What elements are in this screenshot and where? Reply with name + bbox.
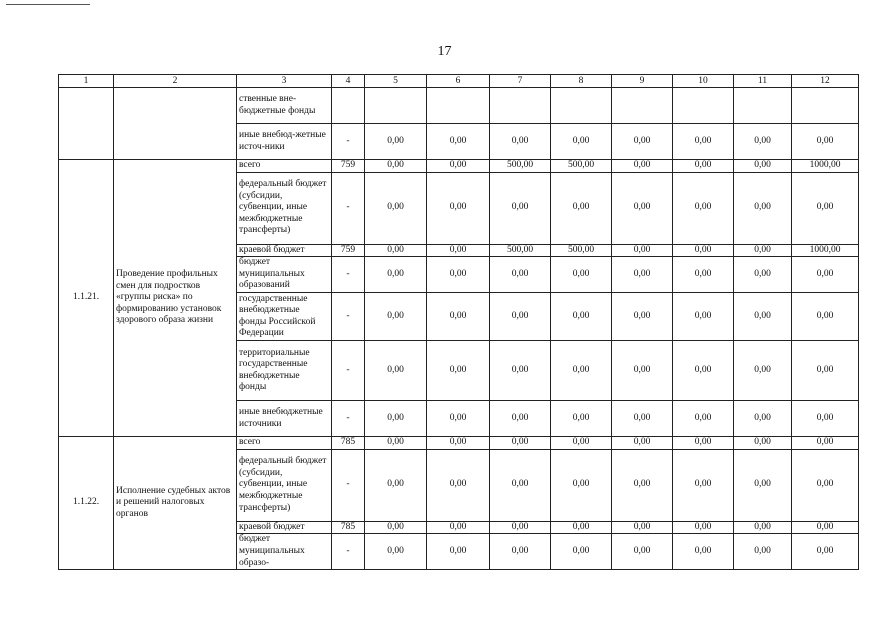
value-cell: 0,00 — [673, 449, 734, 521]
column-header: 6 — [427, 75, 490, 88]
value-cell — [792, 88, 859, 124]
table-body — [59, 75, 859, 570]
budget-table — [58, 74, 859, 570]
funding-source: государственные внебюджетные фонды Российской Федерации — [237, 293, 332, 341]
budget-code: 785 — [332, 437, 365, 450]
value-cell: 0,00 — [551, 534, 612, 570]
top-rule — [6, 4, 90, 5]
funding-source: краевой бюджет — [237, 244, 332, 257]
value-cell: 0,00 — [427, 437, 490, 450]
value-cell: 0,00 — [365, 172, 427, 244]
value-cell: 0,00 — [551, 341, 612, 401]
value-cell: 0,00 — [427, 172, 490, 244]
item-title: Проведение профильных смен для подростков «группы риска» по формированию установок здорового образа жизни — [114, 160, 237, 437]
value-cell: 0,00 — [427, 341, 490, 401]
item-number: 1.1.21. — [59, 160, 114, 437]
value-cell: 0,00 — [490, 257, 551, 293]
value-cell: 0,00 — [427, 160, 490, 173]
value-cell: 0,00 — [734, 341, 792, 401]
column-header: 2 — [114, 75, 237, 88]
funding-source: бюджет муниципальных образо- — [237, 534, 332, 570]
value-cell: 0,00 — [427, 534, 490, 570]
value-cell: 0,00 — [673, 124, 734, 160]
value-cell: 0,00 — [612, 244, 673, 257]
value-cell: 500,00 — [551, 244, 612, 257]
value-cell: 1000,00 — [792, 244, 859, 257]
value-cell: 0,00 — [551, 521, 612, 534]
column-header: 8 — [551, 75, 612, 88]
value-cell: 0,00 — [734, 172, 792, 244]
value-cell: 0,00 — [792, 124, 859, 160]
page-number: 17 — [437, 44, 452, 59]
number-cell-empty — [59, 88, 114, 160]
budget-code: - — [332, 534, 365, 570]
value-cell: 0,00 — [612, 437, 673, 450]
value-cell: 0,00 — [734, 293, 792, 341]
value-cell — [673, 88, 734, 124]
value-cell: 0,00 — [612, 449, 673, 521]
column-header: 12 — [792, 75, 859, 88]
budget-code: - — [332, 257, 365, 293]
value-cell: 0,00 — [427, 244, 490, 257]
value-cell: 0,00 — [673, 257, 734, 293]
budget-code: - — [332, 401, 365, 437]
budget-code: - — [332, 341, 365, 401]
value-cell: 0,00 — [673, 160, 734, 173]
value-cell: 0,00 — [490, 341, 551, 401]
column-header: 5 — [365, 75, 427, 88]
value-cell: 0,00 — [734, 449, 792, 521]
column-header: 1 — [59, 75, 114, 88]
value-cell: 0,00 — [365, 341, 427, 401]
value-cell: 0,00 — [365, 534, 427, 570]
value-cell: 0,00 — [673, 401, 734, 437]
value-cell: 0,00 — [365, 244, 427, 257]
value-cell — [734, 88, 792, 124]
value-cell — [612, 88, 673, 124]
value-cell: 500,00 — [490, 244, 551, 257]
value-cell — [490, 88, 551, 124]
column-header: 3 — [237, 75, 332, 88]
value-cell: 0,00 — [612, 341, 673, 401]
funding-source: иные внебюд-жетные источ-ники — [237, 124, 332, 160]
header-row — [59, 75, 859, 88]
budget-code: - — [332, 449, 365, 521]
value-cell: 0,00 — [365, 437, 427, 450]
value-cell: 0,00 — [551, 293, 612, 341]
value-cell: 0,00 — [490, 172, 551, 244]
table-row — [59, 437, 859, 450]
value-cell: 0,00 — [490, 534, 551, 570]
item-title: Исполнение судебных актов и решений налоговых органов — [114, 437, 237, 570]
budget-code: - — [332, 172, 365, 244]
value-cell: 0,00 — [792, 257, 859, 293]
funding-source: всего — [237, 160, 332, 173]
value-cell: 0,00 — [490, 521, 551, 534]
value-cell: 0,00 — [673, 172, 734, 244]
value-cell: 0,00 — [734, 160, 792, 173]
budget-code: - — [332, 293, 365, 341]
value-cell: 0,00 — [734, 257, 792, 293]
budget-code: 759 — [332, 244, 365, 257]
value-cell: 0,00 — [365, 293, 427, 341]
value-cell: 0,00 — [612, 293, 673, 341]
value-cell: 0,00 — [792, 437, 859, 450]
value-cell: 0,00 — [734, 534, 792, 570]
value-cell: 0,00 — [365, 257, 427, 293]
value-cell: 0,00 — [673, 244, 734, 257]
value-cell: 0,00 — [792, 293, 859, 341]
value-cell: 0,00 — [734, 437, 792, 450]
value-cell: 0,00 — [673, 437, 734, 450]
value-cell — [551, 88, 612, 124]
table-row — [59, 160, 859, 173]
value-cell — [427, 88, 490, 124]
value-cell: 0,00 — [427, 449, 490, 521]
funding-source: краевой бюджет — [237, 521, 332, 534]
value-cell: 0,00 — [427, 257, 490, 293]
value-cell: 0,00 — [612, 257, 673, 293]
table-row — [59, 88, 859, 124]
value-cell: 0,00 — [551, 172, 612, 244]
value-cell: 0,00 — [365, 124, 427, 160]
item-number: 1.1.22. — [59, 437, 114, 570]
value-cell: 0,00 — [734, 244, 792, 257]
column-header: 4 — [332, 75, 365, 88]
value-cell: 500,00 — [490, 160, 551, 173]
value-cell: 0,00 — [734, 521, 792, 534]
value-cell: 0,00 — [365, 521, 427, 534]
value-cell: 1000,00 — [792, 160, 859, 173]
value-cell: 0,00 — [551, 437, 612, 450]
funding-source: иные внебюджетные источники — [237, 401, 332, 437]
column-header: 9 — [612, 75, 673, 88]
column-header: 10 — [673, 75, 734, 88]
value-cell: 500,00 — [551, 160, 612, 173]
value-cell: 0,00 — [490, 401, 551, 437]
value-cell: 0,00 — [612, 160, 673, 173]
value-cell: 0,00 — [673, 341, 734, 401]
value-cell — [365, 88, 427, 124]
column-header: 7 — [490, 75, 551, 88]
value-cell: 0,00 — [734, 401, 792, 437]
value-cell: 0,00 — [792, 341, 859, 401]
value-cell: 0,00 — [612, 534, 673, 570]
value-cell: 0,00 — [427, 401, 490, 437]
value-cell: 0,00 — [365, 401, 427, 437]
value-cell: 0,00 — [612, 172, 673, 244]
value-cell: 0,00 — [551, 124, 612, 160]
value-cell: 0,00 — [612, 401, 673, 437]
value-cell: 0,00 — [612, 124, 673, 160]
value-cell: 0,00 — [427, 124, 490, 160]
value-cell: 0,00 — [490, 437, 551, 450]
value-cell: 0,00 — [673, 534, 734, 570]
value-cell: 0,00 — [490, 124, 551, 160]
value-cell: 0,00 — [551, 401, 612, 437]
value-cell: 0,00 — [490, 449, 551, 521]
budget-code: - — [332, 124, 365, 160]
value-cell: 0,00 — [365, 160, 427, 173]
value-cell: 0,00 — [792, 172, 859, 244]
value-cell: 0,00 — [673, 521, 734, 534]
funding-source: территориальные государственные внебюджетные фонды — [237, 341, 332, 401]
funding-source: всего — [237, 437, 332, 450]
value-cell: 0,00 — [792, 521, 859, 534]
value-cell: 0,00 — [551, 449, 612, 521]
funding-source: бюджет муниципальных образований — [237, 257, 332, 293]
value-cell: 0,00 — [792, 449, 859, 521]
value-cell: 0,00 — [551, 257, 612, 293]
funding-source: федеральный бюджет (субсидии, субвенции, иные межбюджетные трансферты) — [237, 172, 332, 244]
value-cell: 0,00 — [612, 521, 673, 534]
value-cell: 0,00 — [365, 449, 427, 521]
value-cell: 0,00 — [490, 293, 551, 341]
value-cell: 0,00 — [792, 401, 859, 437]
title-cell-empty — [114, 88, 237, 160]
budget-code — [332, 88, 365, 124]
budget-code: 759 — [332, 160, 365, 173]
value-cell: 0,00 — [734, 124, 792, 160]
funding-source: федеральный бюджет (субсидии, субвенции, иные межбюджетные трансферты) — [237, 449, 332, 521]
value-cell: 0,00 — [427, 521, 490, 534]
funding-source: ственные вне-бюджетные фонды — [237, 88, 332, 124]
column-header: 11 — [734, 75, 792, 88]
value-cell: 0,00 — [427, 293, 490, 341]
value-cell: 0,00 — [792, 534, 859, 570]
budget-code: 785 — [332, 521, 365, 534]
value-cell: 0,00 — [673, 293, 734, 341]
